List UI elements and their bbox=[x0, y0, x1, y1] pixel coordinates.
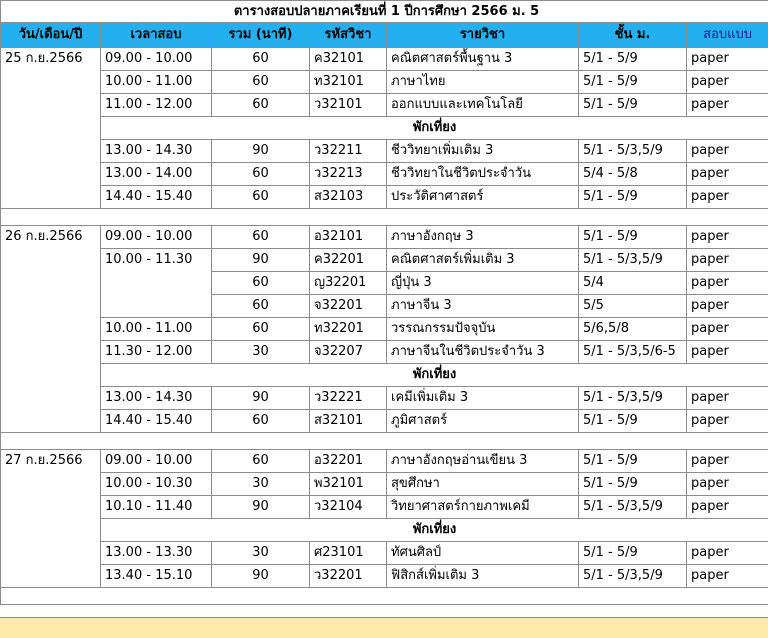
class-range: 5/5 bbox=[579, 295, 687, 318]
class-range: 5/1 - 5/9 bbox=[579, 186, 687, 209]
exam-minutes: 30 bbox=[212, 473, 310, 496]
exam-minutes: 60 bbox=[212, 48, 310, 71]
header-minutes: รวม (นาที) bbox=[212, 23, 310, 48]
class-range: 5/1 - 5/9 bbox=[579, 48, 687, 71]
table-row bbox=[1, 94, 768, 117]
exam-minutes: 90 bbox=[212, 140, 310, 163]
class-range: 5/1 - 5/9 bbox=[579, 410, 687, 433]
date-cell bbox=[1, 71, 101, 94]
exam-time bbox=[101, 295, 212, 318]
subject-name: ภาษาไทย bbox=[387, 71, 579, 94]
class-range: 5/1 - 5/9 bbox=[579, 226, 687, 249]
spacer-row bbox=[1, 588, 768, 605]
lunch-break-label: พักเที่ยง bbox=[101, 117, 768, 140]
exam-time: 13.40 - 15.10 bbox=[101, 565, 212, 588]
date-cell bbox=[1, 565, 101, 588]
date-cell bbox=[1, 519, 101, 542]
subject-code: ว32104 bbox=[310, 496, 387, 519]
subject-code: ว32213 bbox=[310, 163, 387, 186]
exam-mode: paper bbox=[687, 473, 768, 496]
exam-mode: paper bbox=[687, 565, 768, 588]
exam-minutes: 60 bbox=[212, 226, 310, 249]
subject-name: วิทยาศาสตร์กายภาพเคมี bbox=[387, 496, 579, 519]
exam-time: 09.00 - 10.00 bbox=[101, 226, 212, 249]
exam-minutes: 30 bbox=[212, 341, 310, 364]
subject-name: ชีววิทยาเพิ่มเติม 3 bbox=[387, 140, 579, 163]
table-row bbox=[1, 542, 768, 565]
header-time: เวลาสอบ bbox=[101, 23, 212, 48]
date-cell bbox=[1, 318, 101, 341]
exam-minutes: 60 bbox=[212, 272, 310, 295]
table-row bbox=[1, 295, 768, 318]
exam-time: 10.00 - 11.00 bbox=[101, 318, 212, 341]
exam-date: 27 ก.ย.2566 bbox=[1, 450, 101, 473]
class-range: 5/4 - 5/8 bbox=[579, 163, 687, 186]
exam-minutes: 90 bbox=[212, 249, 310, 272]
exam-minutes: 30 bbox=[212, 542, 310, 565]
lunch-break-row bbox=[1, 519, 768, 542]
date-cell bbox=[1, 496, 101, 519]
spacer-row bbox=[1, 209, 768, 226]
subject-code: ค32201 bbox=[310, 249, 387, 272]
subject-code: ว32201 bbox=[310, 565, 387, 588]
date-cell bbox=[1, 163, 101, 186]
exam-time: 14.40 - 15.40 bbox=[101, 410, 212, 433]
exam-time: 09.00 - 10.00 bbox=[101, 48, 212, 71]
exam-mode: paper bbox=[687, 542, 768, 565]
exam-time: 13.00 - 14.30 bbox=[101, 140, 212, 163]
subject-name: สุขศึกษา bbox=[387, 473, 579, 496]
table-row bbox=[1, 473, 768, 496]
subject-name: คณิตศาสตร์เพิ่มเติม 3 bbox=[387, 249, 579, 272]
exam-time: 14.40 - 15.40 bbox=[101, 186, 212, 209]
subject-name: ออกแบบและเทคโนโลยี bbox=[387, 94, 579, 117]
header-date: วัน/เดือน/ปี bbox=[1, 23, 101, 48]
subject-name: ชีววิทยาในชีวิตประจำวัน bbox=[387, 163, 579, 186]
exam-minutes: 90 bbox=[212, 496, 310, 519]
table-row bbox=[1, 272, 768, 295]
exam-minutes: 60 bbox=[212, 450, 310, 473]
subject-name: วรรณกรรมปัจจุบัน bbox=[387, 318, 579, 341]
subject-code: จ32207 bbox=[310, 341, 387, 364]
subject-code: ท32101 bbox=[310, 71, 387, 94]
subject-code: ญ32201 bbox=[310, 272, 387, 295]
exam-mode: paper bbox=[687, 341, 768, 364]
exam-minutes: 90 bbox=[212, 565, 310, 588]
exam-mode: paper bbox=[687, 295, 768, 318]
exam-time: 11.00 - 12.00 bbox=[101, 94, 212, 117]
header-subject: รายวิชา bbox=[387, 23, 579, 48]
table-row bbox=[1, 186, 768, 209]
exam-mode: paper bbox=[687, 249, 768, 272]
subject-code: ว32221 bbox=[310, 387, 387, 410]
subject-name: ญี่ปุ่น 3 bbox=[387, 272, 579, 295]
subject-name: เคมีเพิ่มเติม 3 bbox=[387, 387, 579, 410]
date-cell bbox=[1, 410, 101, 433]
subject-code: พ32101 bbox=[310, 473, 387, 496]
exam-time: 13.00 - 14.00 bbox=[101, 163, 212, 186]
subject-code: อ32101 bbox=[310, 226, 387, 249]
exam-mode: paper bbox=[687, 387, 768, 410]
exam-mode: paper bbox=[687, 48, 768, 71]
exam-mode: paper bbox=[687, 140, 768, 163]
exam-time: 13.00 - 14.30 bbox=[101, 387, 212, 410]
subject-name: ภาษาอังกฤษ 3 bbox=[387, 226, 579, 249]
header-mode: สอบแบบ bbox=[687, 23, 768, 48]
spacer-cell bbox=[1, 433, 768, 450]
exam-minutes: 60 bbox=[212, 94, 310, 117]
table-row bbox=[1, 226, 768, 249]
lunch-break-label: พักเที่ยง bbox=[101, 364, 768, 387]
subject-code: ศ23101 bbox=[310, 542, 387, 565]
exam-mode: paper bbox=[687, 163, 768, 186]
exam-minutes: 60 bbox=[212, 186, 310, 209]
exam-mode: paper bbox=[687, 71, 768, 94]
subject-code: ว32211 bbox=[310, 140, 387, 163]
class-range: 5/1 - 5/9 bbox=[579, 542, 687, 565]
date-cell bbox=[1, 364, 101, 387]
class-range: 5/1 - 5/9 bbox=[579, 94, 687, 117]
subject-code: ท32201 bbox=[310, 318, 387, 341]
exam-time bbox=[101, 272, 212, 295]
table-row bbox=[1, 140, 768, 163]
exam-mode: paper bbox=[687, 410, 768, 433]
subject-code: ส32101 bbox=[310, 410, 387, 433]
class-range: 5/6,5/8 bbox=[579, 318, 687, 341]
date-cell bbox=[1, 186, 101, 209]
class-range: 5/1 - 5/3,5/9 bbox=[579, 387, 687, 410]
table-title: ตารางสอบปลายภาคเรียนที่ 1 ปีการศึกษา 2566 ม. 5 bbox=[1, 1, 768, 23]
exam-mode: paper bbox=[687, 226, 768, 249]
exam-mode: paper bbox=[687, 450, 768, 473]
class-range: 5/1 - 5/3,5/9 bbox=[579, 249, 687, 272]
header-code: รหัสวิชา bbox=[310, 23, 387, 48]
table-row bbox=[1, 71, 768, 94]
table-row bbox=[1, 410, 768, 433]
exam-minutes: 60 bbox=[212, 71, 310, 94]
exam-mode: paper bbox=[687, 496, 768, 519]
subject-name: ฟิสิกส์เพิ่มเติม 3 bbox=[387, 565, 579, 588]
table-row bbox=[1, 341, 768, 364]
exam-time: 10.10 - 11.40 bbox=[101, 496, 212, 519]
exam-minutes: 60 bbox=[212, 318, 310, 341]
date-cell bbox=[1, 272, 101, 295]
exam-minutes: 60 bbox=[212, 410, 310, 433]
table-row bbox=[1, 48, 768, 71]
subject-code: ส32103 bbox=[310, 186, 387, 209]
table-row bbox=[1, 318, 768, 341]
exam-time: 13.00 - 13.30 bbox=[101, 542, 212, 565]
class-range: 5/1 - 5/3,5/9 bbox=[579, 565, 687, 588]
class-range: 5/1 - 5/9 bbox=[579, 71, 687, 94]
table-row bbox=[1, 496, 768, 519]
subject-name: ภาษาอังกฤษอ่านเขียน 3 bbox=[387, 450, 579, 473]
lunch-break-row bbox=[1, 117, 768, 140]
class-range: 5/1 - 5/3,5/6-5 bbox=[579, 341, 687, 364]
lunch-break-label: พักเที่ยง bbox=[101, 519, 768, 542]
subject-name: ประวัติศาศาสตร์ bbox=[387, 186, 579, 209]
exam-mode: paper bbox=[687, 272, 768, 295]
exam-time: 09.00 - 10.00 bbox=[101, 450, 212, 473]
class-range: 5/1 - 5/3,5/9 bbox=[579, 496, 687, 519]
date-cell bbox=[1, 295, 101, 318]
lunch-break-row bbox=[1, 364, 768, 387]
exam-date: 25 ก.ย.2566 bbox=[1, 48, 101, 71]
exam-minutes: 60 bbox=[212, 163, 310, 186]
spacer-row bbox=[1, 433, 768, 450]
exam-mode: paper bbox=[687, 186, 768, 209]
exam-time: 11.30 - 12.00 bbox=[101, 341, 212, 364]
class-range: 5/4 bbox=[579, 272, 687, 295]
date-cell bbox=[1, 94, 101, 117]
exam-mode: paper bbox=[687, 94, 768, 117]
date-cell bbox=[1, 140, 101, 163]
subject-name: ภาษาจีน 3 bbox=[387, 295, 579, 318]
date-cell bbox=[1, 542, 101, 565]
subject-code: จ32201 bbox=[310, 295, 387, 318]
table-row bbox=[1, 163, 768, 186]
date-cell bbox=[1, 341, 101, 364]
class-range: 5/1 - 5/9 bbox=[579, 473, 687, 496]
exam-time: 10.00 - 11.00 bbox=[101, 71, 212, 94]
exam-mode: paper bbox=[687, 318, 768, 341]
date-cell bbox=[1, 117, 101, 140]
subject-code: ค32101 bbox=[310, 48, 387, 71]
class-range: 5/1 - 5/9 bbox=[579, 450, 687, 473]
subject-code: อ32201 bbox=[310, 450, 387, 473]
subject-code: ว32101 bbox=[310, 94, 387, 117]
spacer-cell bbox=[1, 588, 768, 605]
exam-date: 26 ก.ย.2566 bbox=[1, 226, 101, 249]
exam-time: 10.00 - 10.30 bbox=[101, 473, 212, 496]
date-cell bbox=[1, 473, 101, 496]
table-row bbox=[1, 387, 768, 410]
subject-name: คณิตศาสตร์พื้นฐาน 3 bbox=[387, 48, 579, 71]
subject-name: ทัศนศิลป์ bbox=[387, 542, 579, 565]
exam-time: 10.00 - 11.30 bbox=[101, 249, 212, 272]
spacer-cell bbox=[1, 209, 768, 226]
subject-name: ภูมิศาสตร์ bbox=[387, 410, 579, 433]
exam-minutes: 60 bbox=[212, 295, 310, 318]
class-range: 5/1 - 5/3,5/9 bbox=[579, 140, 687, 163]
table-row bbox=[1, 565, 768, 588]
highlight-band bbox=[0, 617, 768, 638]
date-cell bbox=[1, 249, 101, 272]
table-row bbox=[1, 450, 768, 473]
table-row bbox=[1, 249, 768, 272]
subject-name: ภาษาจีนในชีวิตประจำวัน 3 bbox=[387, 341, 579, 364]
header-class: ชั้น ม. bbox=[579, 23, 687, 48]
date-cell bbox=[1, 387, 101, 410]
exam-minutes: 90 bbox=[212, 387, 310, 410]
